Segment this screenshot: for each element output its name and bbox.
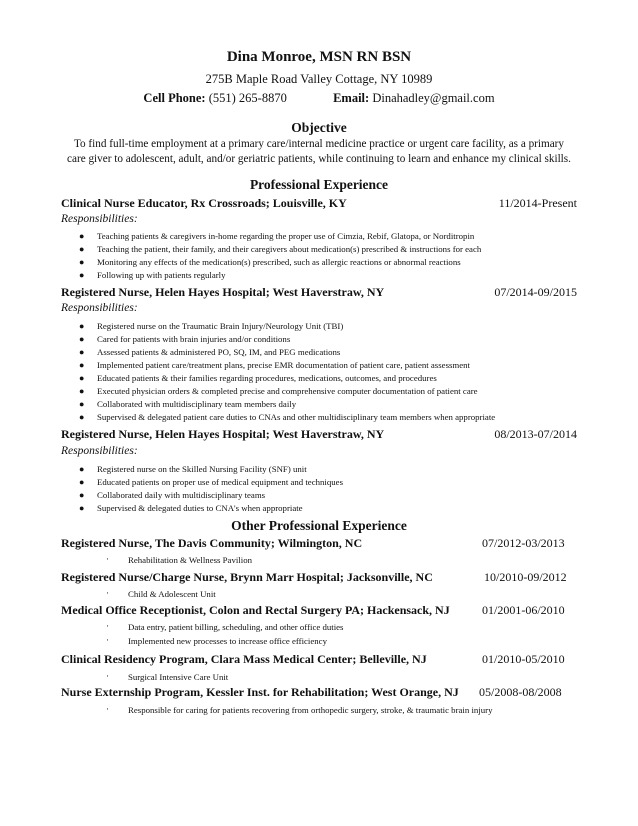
bullet-icon: ● xyxy=(79,334,85,344)
list-item: ● Following up with patients regularly xyxy=(79,270,226,280)
bullet-icon: · xyxy=(106,704,109,714)
job-title-row xyxy=(61,570,581,585)
responsibility-list xyxy=(79,230,579,282)
list-item: · Implemented new processes to increase office efficiency xyxy=(106,635,327,646)
list-item: ● Supervised & delegated patient care duties to CNAs and other multidisciplinary team members when appropriate xyxy=(79,412,496,422)
cell-phone-value: (551) 265-8870 xyxy=(208,91,287,105)
job-title-row xyxy=(61,196,577,211)
responsibility-list xyxy=(79,320,579,424)
list-item: ● Monitoring any effects of the medication(s) prescribed, such as allergic reactions or abnormal reactions xyxy=(79,257,461,267)
job-title: Clinical Residency Program, Clara Mass Medical Center; Belleville, NJ xyxy=(61,652,427,666)
list-item: · Child & Adolescent Unit xyxy=(106,588,216,599)
bullet-icon: · xyxy=(106,588,109,598)
job-title: Registered Nurse/Charge Nurse, Brynn Marr Hospital; Jacksonville, NC xyxy=(61,570,433,584)
list-item: ● Collaborated with multidisciplinary team members daily xyxy=(79,399,297,409)
list-item: ● Registered nurse on the Traumatic Brain Injury/Neurology Unit (TBI) xyxy=(79,321,344,331)
list-item: ● Implemented patient care/treatment plans, precise EMR documentation of patient care, patient assessment xyxy=(79,360,470,370)
bullet-icon: ● xyxy=(79,464,85,474)
list-item: ● Supervised & delegated duties to CNA's when appropriate xyxy=(79,503,303,513)
job-title: Medical Office Receptionist, Colon and Rectal Surgery PA; Hackensack, NJ xyxy=(61,603,450,617)
bullet-icon: ● xyxy=(79,503,85,513)
list-item: ● Collaborated daily with multidisciplinary teams xyxy=(79,490,266,500)
bullet-icon: ● xyxy=(79,373,85,383)
list-item: ● Registered nurse on the Skilled Nursing Facility (SNF) unit xyxy=(79,464,307,474)
objective-line: care giver to adolescent, adult, and/or geriatric patients, while continuing to learn and enhance my clinical skills. xyxy=(67,153,571,165)
job-title: Nurse Externship Program, Kessler Inst. for Rehabilitation; West Orange, NJ xyxy=(61,685,459,699)
objective-text xyxy=(55,137,583,167)
responsibilities-label: Responsibilities: xyxy=(61,213,138,225)
candidate-name: Dina Monroe, MSN RN BSN xyxy=(226,49,412,65)
list-item: ● Executed physician orders & completed precise and comprehensive computer documentation of patient care xyxy=(79,386,478,396)
cell-phone-label: Cell Phone: xyxy=(143,91,206,105)
bullet-icon: · xyxy=(106,671,109,681)
other-experience-heading: Other Professional Experience xyxy=(231,518,407,533)
job-dates: 08/2013-07/2014 xyxy=(494,427,577,441)
objective-heading: Objective xyxy=(291,120,347,135)
responsibilities-label: Responsibilities: xyxy=(61,445,138,457)
detail-list xyxy=(106,620,586,648)
job-title-row xyxy=(61,685,581,700)
list-item: · Rehabilitation & Wellness Pavilion xyxy=(106,554,252,565)
bullet-icon: ● xyxy=(79,347,85,357)
job-title-row xyxy=(61,536,581,551)
bullet-icon: ● xyxy=(79,360,85,370)
email-label: Email: xyxy=(333,91,370,105)
job-title-row xyxy=(61,427,577,442)
job-dates: 01/2001-06/2010 xyxy=(482,603,565,617)
job-title-row xyxy=(61,285,577,300)
list-item: ● Teaching the patient, their family, and their caregivers about medication(s) prescribed & instructions for each xyxy=(79,244,482,254)
detail-list xyxy=(106,670,586,684)
list-item: ● Teaching patients & caregivers in-home regarding the proper use of Cimzia, Rebif, Glatopa, or Norditropin xyxy=(79,231,475,241)
bullet-icon: · xyxy=(106,554,109,564)
list-item: ● Assessed patients & administered PO, SQ, IM, and PEG medications xyxy=(79,347,341,357)
bullet-icon: ● xyxy=(79,270,85,280)
bullet-icon: ● xyxy=(79,412,85,422)
objective-line: To find full-time employment at a primary care/internal medicine practice or urgent care facility, as a primary xyxy=(73,138,564,150)
contact-line xyxy=(0,91,638,106)
detail-list xyxy=(106,703,586,717)
list-item: · Data entry, patient billing, scheduling, and other office duties xyxy=(106,621,344,632)
email-value: Dinahadley@gmail.com xyxy=(372,91,495,105)
job-title: Registered Nurse, The Davis Community; Wilmington, NC xyxy=(61,536,363,550)
bullet-icon: ● xyxy=(79,477,85,487)
list-item: ● Educated patients & their families regarding procedures, medications, outcomes, and procedures xyxy=(79,373,437,383)
job-dates: 05/2008-08/2008 xyxy=(479,685,562,699)
professional-experience-heading: Professional Experience xyxy=(249,177,389,192)
detail-list xyxy=(106,553,586,567)
bullet-icon: ● xyxy=(79,490,85,500)
bullet-icon: ● xyxy=(79,244,85,254)
bullet-icon: ● xyxy=(79,257,85,267)
job-title: Registered Nurse, Helen Hayes Hospital; West Haverstraw, NY xyxy=(61,285,385,299)
list-item: · Surgical Intensive Care Unit xyxy=(106,671,229,682)
job-dates: 01/2010-05/2010 xyxy=(482,652,565,666)
job-title-row xyxy=(61,652,581,667)
job-title-row xyxy=(61,603,581,618)
bullet-icon: ● xyxy=(79,321,85,331)
list-item: ● Cared for patients with brain injuries and/or conditions xyxy=(79,334,291,344)
bullet-icon: · xyxy=(106,621,109,631)
job-dates: 07/2014-09/2015 xyxy=(494,285,577,299)
bullet-icon: · xyxy=(106,635,109,645)
bullet-icon: ● xyxy=(79,399,85,409)
job-dates: 10/2010-09/2012 xyxy=(484,570,567,584)
list-item: ● Educated patients on proper use of medical equipment and techniques xyxy=(79,477,343,487)
job-dates: 07/2012-03/2013 xyxy=(482,536,565,550)
bullet-icon: ● xyxy=(79,231,85,241)
job-dates: 11/2014-Present xyxy=(498,196,577,210)
bullet-icon: ● xyxy=(79,386,85,396)
job-title: Clinical Nurse Educator, Rx Crossroads; Louisville, KY xyxy=(61,196,347,210)
responsibilities-label: Responsibilities: xyxy=(61,302,138,314)
job-title: Registered Nurse, Helen Hayes Hospital; West Haverstraw, NY xyxy=(61,427,385,441)
list-item: · Responsible for caring for patients recovering from orthopedic surgery, stroke, & traumatic brain injury xyxy=(106,704,493,715)
responsibility-list xyxy=(79,463,579,515)
detail-list xyxy=(106,587,586,601)
address: 275B Maple Road Valley Cottage, NY 10989 xyxy=(205,72,433,86)
